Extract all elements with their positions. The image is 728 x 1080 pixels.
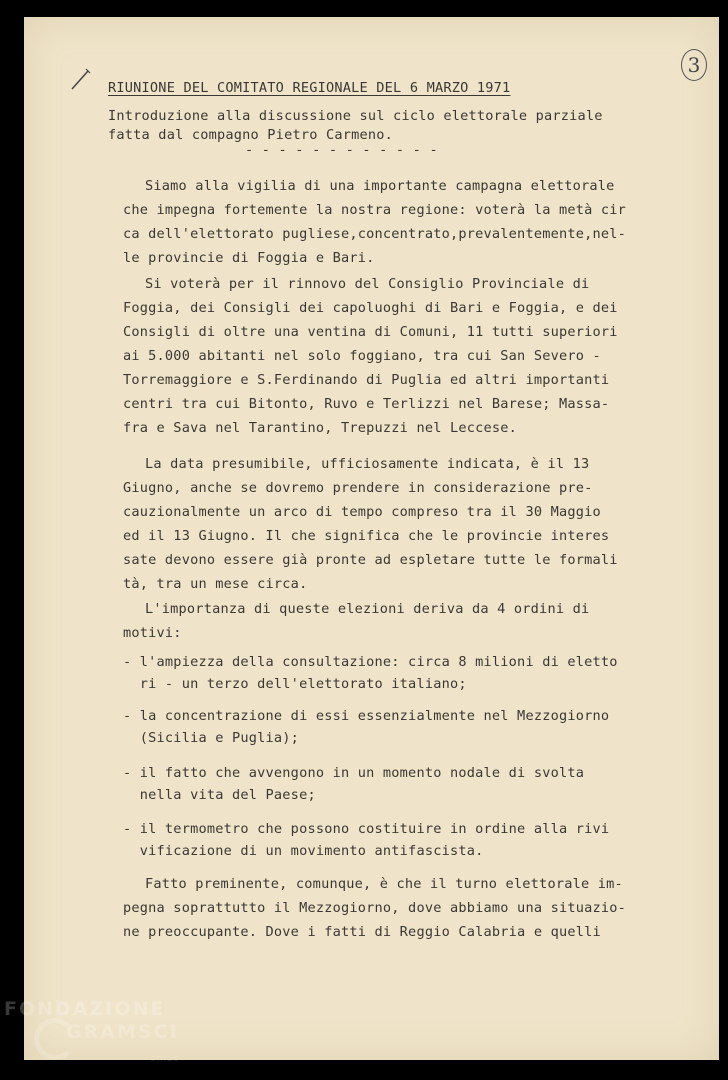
text-line: vificazione di un movimento antifascista. xyxy=(123,843,484,859)
text-line: le provincie di Foggia e Bari. xyxy=(123,250,375,266)
text-line: pegna soprattutto il Mezzogiorno, dove abbiamo una situazio- xyxy=(123,900,627,916)
paragraph-2 xyxy=(123,272,618,440)
text-line: Giugno, anche se dovremo prendere in considerazione pre- xyxy=(123,480,593,496)
subtitle-line: fatta dal compagno Pietro Carmeno. xyxy=(108,127,394,143)
pencil-mark-icon xyxy=(70,67,94,91)
text-line: Consigli di oltre una ventina di Comuni, 11 tutti superiori xyxy=(123,324,618,340)
text-line: ed il 13 Giugno. Il che significa che le provincie interes xyxy=(123,528,610,544)
page-number: 3 xyxy=(681,49,707,81)
text-line: L'importanza di queste elezioni deriva da 4 ordini di xyxy=(145,601,590,617)
text-line: ai 5.000 abitanti nel solo foggiano, tra cui San Severo - xyxy=(123,348,601,364)
text-line: Siamo alla vigilia di una importante campagna elettorale xyxy=(145,178,615,194)
text-line: Torremaggiore e S.Ferdinando di Puglia ed altri importanti xyxy=(123,372,610,388)
text-line: cauzionalmente un arco di tempo compreso tra il 30 Maggio xyxy=(123,504,601,520)
watermark-line: FONDAZIONE xyxy=(4,998,166,1020)
watermark-small-text: onlus xyxy=(150,1054,180,1064)
text-line: che impegna fortemente la nostra regione: voterà la metà cir xyxy=(123,202,627,218)
watermark-logo-icon xyxy=(34,1018,76,1060)
text-line: sate devono essere già pronte ad espletare tutte le formali xyxy=(123,552,618,568)
text-line: - la concentrazione di essi essenzialmente nel Mezzogiorno xyxy=(123,708,610,724)
paragraph-4 xyxy=(123,597,589,645)
text-line: - il termometro che possono costituire in ordine alla rivi xyxy=(123,821,610,837)
text-line: fra e Sava nel Tarantino, Trepuzzi nel Leccese. xyxy=(123,420,518,436)
bullet-item xyxy=(123,762,584,806)
fondazione-gramsci-watermark xyxy=(4,998,180,1064)
paragraph-5 xyxy=(123,872,626,944)
document-page xyxy=(24,17,719,1060)
bullet-item xyxy=(123,651,618,695)
bullet-item xyxy=(123,818,609,862)
text-line: ri - un terzo dell'elettorato italiano; xyxy=(123,676,467,692)
text-line: Foggia, dei Consigli dei capoluoghi di Bari e Foggia, e dei xyxy=(123,300,618,316)
document-subtitle xyxy=(108,107,603,145)
text-line: Si voterà per il rinnovo del Consiglio Provinciale di xyxy=(145,276,590,292)
text-line: Fatto preminente, comunque, è che il turno elettorale im- xyxy=(145,876,623,892)
separator-dashes: - - - - - - - - - - - - xyxy=(245,142,438,158)
paragraph-1 xyxy=(123,174,626,270)
text-line: motivi: xyxy=(123,625,182,641)
paragraph-3 xyxy=(123,452,618,596)
bullet-item xyxy=(123,705,609,749)
text-line: tà, tra un mese circa. xyxy=(123,576,308,592)
text-line: centri tra cui Bitonto, Ruvo e Terlizzi nel Barese; Massa- xyxy=(123,396,610,412)
text-line: ne preoccupante. Dove i fatti di Reggio Calabria e quelli xyxy=(123,924,601,940)
text-line: - l'ampiezza della consultazione: circa 8 milioni di eletto xyxy=(123,654,618,670)
document-title: RIUNIONE DEL COMITATO REGIONALE DEL 6 MARZO 1971 xyxy=(108,80,511,96)
text-line: - il fatto che avvengono in un momento nodale di svolta xyxy=(123,765,585,781)
watermark-line: GRAMSCI xyxy=(66,1021,179,1043)
subtitle-line: Introduzione alla discussione sul ciclo elettorale parziale xyxy=(108,108,603,124)
text-line: La data presumibile, ufficiosamente indicata, è il 13 xyxy=(145,456,590,472)
text-line: nella vita del Paese; xyxy=(123,787,316,803)
text-line: ca dell'elettorato pugliese,concentrato,prevalentemente,nel- xyxy=(123,226,627,242)
text-line: (Sicilia e Puglia); xyxy=(123,730,300,746)
